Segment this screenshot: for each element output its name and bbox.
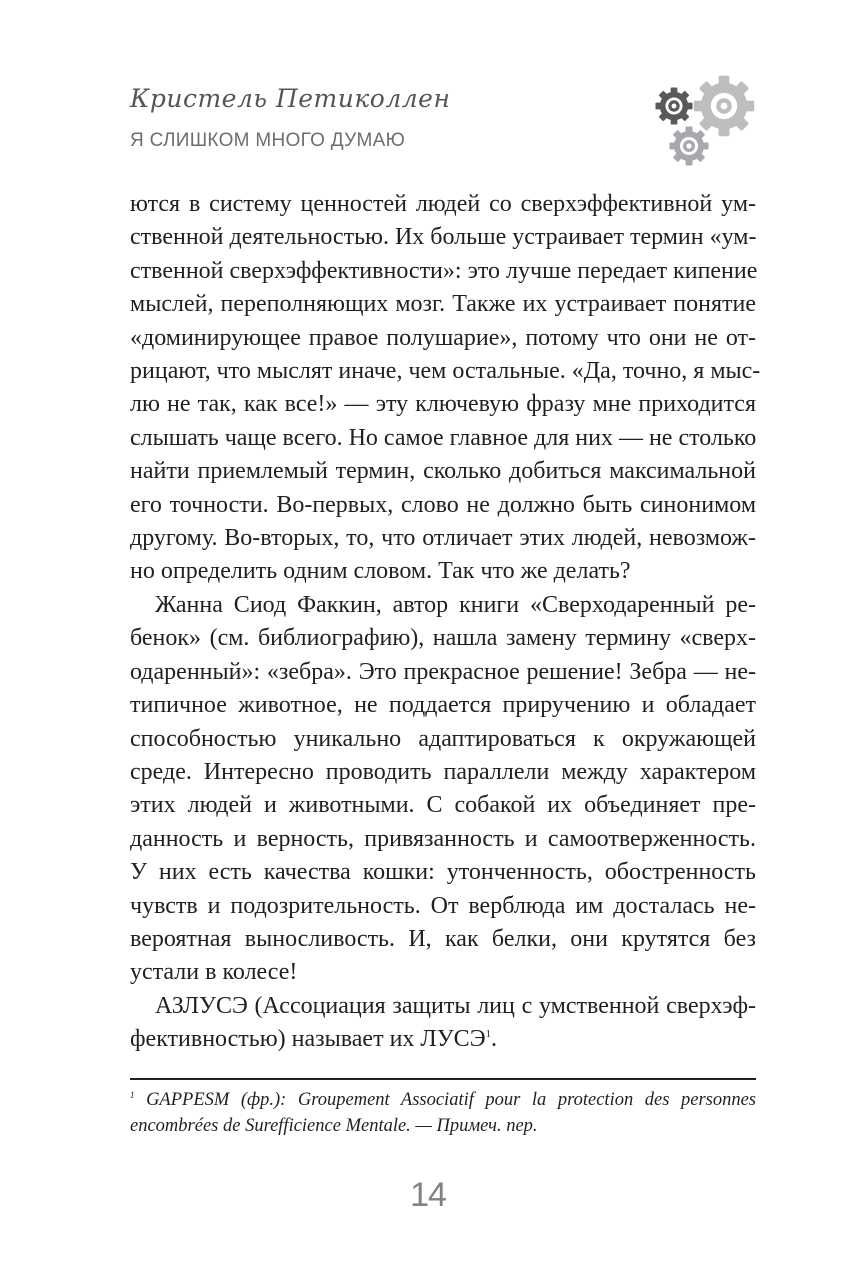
footnote-ref[interactable]: 1: [485, 1028, 492, 1041]
footnote-line: encombrées de Surefficience Mentale. — Примеч. пер.: [130, 1116, 538, 1136]
text-line: вероятная выносливость. И, как белки, они крутятся без: [130, 925, 756, 952]
footnote-text: GAPPESM (фр.): Groupement Associatif pour la protection des personnes: [146, 1090, 757, 1110]
paragraph-3: [130, 990, 756, 1057]
text-line: бенок» (см. библиографию), нашла замену термину «сверх-: [130, 625, 756, 652]
text-line: данность и верность, привязанность и самоотверженность.: [130, 825, 756, 852]
text-fragment: фективностью) называет их ЛУСЭ: [130, 1026, 486, 1053]
text-line: среде. Интересно проводить параллели между характером: [130, 758, 756, 785]
text-line: ются в систему ценностей людей со сверхэффективной ум-: [130, 191, 756, 217]
paragraph-2: [130, 589, 756, 990]
text-line: ственной деятельностью. Их больше устраивает термин «ум-: [130, 224, 757, 251]
bottom-gear: [670, 127, 709, 166]
text-line: но определить одним словом. Так что же делать?: [130, 558, 631, 585]
text-line: рицают, что мыслят иначе, чем остальные. «Да, точно, я мыс-: [130, 358, 761, 385]
text-line: его точности. Во-первых, слово не должно быть синонимом: [130, 491, 756, 518]
main-text: [130, 188, 761, 1057]
large-gear: [694, 76, 754, 136]
small-dark-gear: [655, 87, 692, 124]
footnote-marker: 1: [130, 1089, 135, 1100]
running-header: [130, 82, 770, 172]
text-line: способностью уникально адаптироваться к окружающей: [130, 725, 756, 752]
text-line: чувств и подозрительность. От верблюда им досталась не-: [130, 892, 756, 919]
page-number: 14: [410, 1176, 446, 1214]
footnote-rule: [130, 1078, 756, 1080]
text-line: У них есть качества кошки: утонченность, обостренность: [130, 859, 756, 886]
text-line: АЗЛУСЭ (Ассоциация защиты лиц с умственной сверхэф-: [155, 992, 756, 1019]
text-line: лю не так, как все!» — эту ключевую фразу мне приходится: [130, 391, 756, 418]
footnote: [130, 1087, 756, 1139]
text-line-last: [130, 1023, 756, 1056]
book-title: Я СЛИШКОМ МНОГО ДУМАЮ: [130, 130, 406, 151]
text-line: найти приемлемый термин, сколько добиться максимальной: [130, 458, 756, 485]
text-line: устали в колесе!: [130, 959, 298, 986]
footnote-line: [130, 1087, 756, 1113]
text-line: Жанна Сиод Факкин, автор книги «Сверходаренный ре-: [155, 591, 756, 618]
text-line: этих людей и животными. С собакой их объединяет пре-: [130, 792, 756, 819]
gears-icon: [648, 68, 768, 168]
text-line: другому. Во-вторых, то, что отличает этих людей, невозмож-: [130, 525, 756, 552]
text-line: ственной сверхэффективности»: это лучше передает кипение: [130, 257, 758, 284]
text-line: «доминирующее правое полушарие», потому что они не от-: [130, 324, 756, 351]
text-line: мыслей, переполняющих мозг. Также их устраивает понятие: [130, 291, 756, 318]
text-line: слышать чаще всего. Но самое главное для них — не столько: [130, 424, 757, 451]
text-fragment: .: [491, 1026, 498, 1053]
author-name: Кристель Петиколлен: [130, 84, 451, 113]
text-line: одаренный»: «зебра». Это прекрасное решение! Зебра — не-: [130, 658, 756, 685]
paragraph-1: [130, 188, 761, 589]
text-line: типичное животное, не поддается приручению и обладает: [130, 692, 756, 719]
